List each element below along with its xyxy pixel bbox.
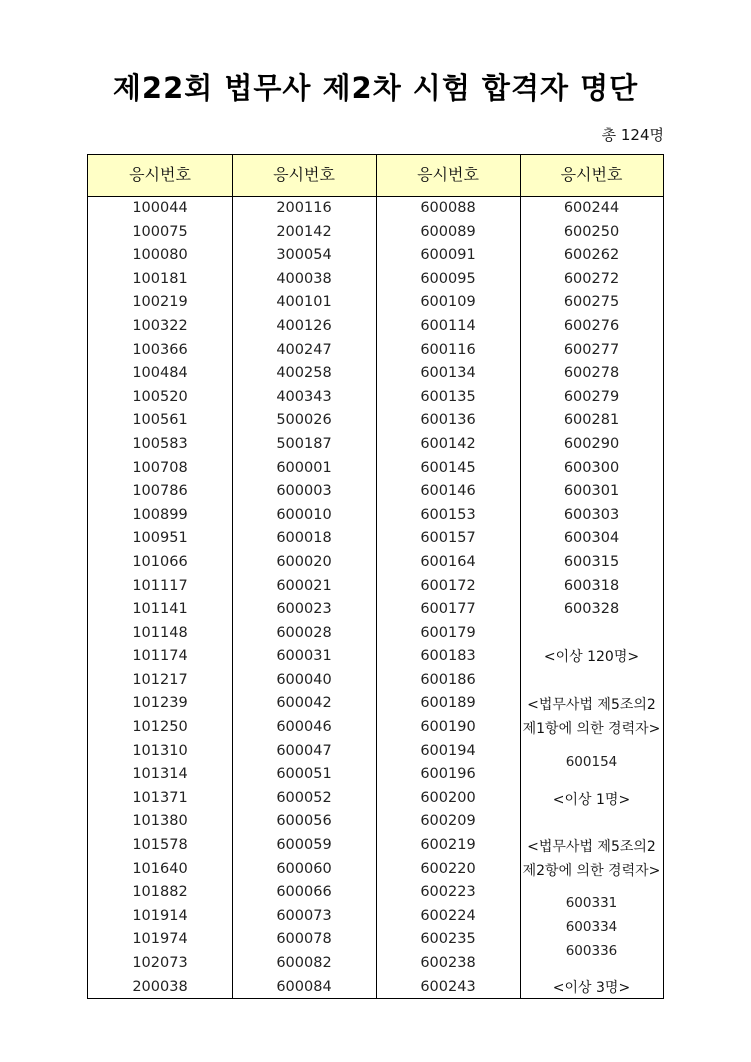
exam-number-cell: 500187	[276, 435, 332, 452]
exam-number-cell: 600109	[420, 294, 476, 311]
header-exam-number-4: 응시번호	[560, 165, 623, 184]
column-1	[88, 197, 232, 999]
group2-number: 600331	[565, 895, 618, 911]
exam-number-cell: 101314	[132, 766, 188, 783]
subtotal-120: <이상 120명>	[543, 649, 640, 665]
exam-number-cell: 101217	[132, 671, 188, 688]
exam-number-cell: 600116	[420, 341, 476, 358]
exam-number-cell: 600304	[563, 530, 620, 547]
exam-number-cell: 600157	[420, 530, 476, 547]
exam-number-cell: 600279	[563, 388, 620, 405]
exam-number-cell: 100080	[132, 247, 188, 264]
exam-number-cell: 600020	[276, 553, 332, 570]
exam-number-cell: 600272	[563, 270, 620, 287]
exam-number-cell: 600059	[276, 837, 332, 854]
exam-number-cell: 100899	[132, 506, 188, 523]
exam-number-cell: 600281	[563, 412, 620, 429]
exam-number-cell: 600001	[276, 459, 332, 476]
header-exam-number-2: 응시번호	[273, 165, 335, 184]
exam-number-cell: 600010	[276, 506, 332, 523]
exam-number-cell: 600277	[563, 341, 620, 358]
exam-number-cell: 600142	[420, 435, 476, 452]
header-exam-number-1: 응시번호	[129, 165, 191, 184]
exam-number-cell: 600136	[420, 412, 476, 429]
exam-number-cell: 101371	[132, 789, 188, 806]
exam-number-cell: 400101	[276, 294, 332, 311]
exam-number-cell: 600238	[420, 955, 476, 971]
group2-heading-line1: <법무사법 제5조의2	[527, 839, 656, 855]
exam-number-cell: 600318	[563, 577, 620, 594]
exam-number-cell: 100708	[132, 459, 188, 476]
exam-number-cell: 101310	[132, 742, 188, 759]
exam-number-cell: 400126	[276, 317, 332, 334]
exam-number-cell: 500026	[276, 412, 332, 429]
group1-number: 600154	[565, 754, 618, 770]
exam-number-cell: 600209	[420, 813, 476, 830]
exam-number-cell: 101250	[132, 719, 188, 736]
exam-number-cell: 100951	[132, 530, 188, 547]
total-count: 총 124명	[601, 126, 664, 144]
exam-number-cell: 600183	[420, 648, 476, 665]
column-2	[232, 197, 376, 999]
exam-number-cell: 101066	[132, 553, 188, 570]
exam-number-cell: 600315	[563, 553, 620, 570]
exam-number-cell: 600172	[420, 577, 476, 594]
exam-number-cell: 600089	[420, 223, 476, 240]
exam-number-cell: 100219	[132, 294, 188, 311]
exam-number-cell: 101117	[132, 577, 188, 594]
exam-number-cell: 600018	[276, 530, 332, 547]
exam-number-cell: 600145	[420, 459, 476, 476]
column-4	[520, 197, 663, 622]
exam-number-cell: 101882	[132, 884, 188, 901]
group2-number: 600334	[565, 919, 618, 935]
exam-number-cell: 600042	[276, 695, 332, 712]
subtotal-3: <이상 3명>	[552, 980, 631, 996]
exam-number-cell: 101974	[132, 931, 188, 948]
exam-number-cell: 600290	[563, 435, 620, 452]
exam-number-cell: 100583	[132, 435, 188, 452]
column-3	[376, 197, 520, 999]
group2-heading-line2: 제2항에 의한 경력자>	[522, 863, 661, 879]
exam-number-cell: 600031	[276, 648, 332, 665]
exam-number-cell: 600046	[276, 719, 332, 736]
exam-number-cell: 100484	[132, 365, 188, 382]
exam-number-cell: 100075	[132, 223, 188, 240]
exam-number-cell: 600088	[420, 200, 476, 216]
exam-number-cell: 600084	[276, 978, 332, 995]
exam-number-cell: 600243	[420, 978, 476, 995]
exam-number-cell: 101239	[132, 695, 188, 712]
exam-number-cell: 600224	[420, 907, 476, 924]
exam-number-cell: 102073	[132, 955, 188, 971]
exam-number-cell: 600194	[420, 742, 476, 759]
exam-number-cell: 600300	[563, 459, 620, 476]
exam-number-cell: 101914	[132, 907, 188, 924]
exam-number-cell: 101578	[132, 837, 188, 854]
exam-number-cell: 600275	[563, 294, 620, 311]
exam-number-cell: 600047	[276, 742, 332, 759]
exam-number-cell: 101640	[132, 860, 188, 877]
exam-number-cell: 100520	[132, 388, 188, 405]
exam-number-cell: 600023	[276, 601, 332, 618]
exam-number-cell: 600056	[276, 813, 332, 830]
page-title: 제22회 법무사 제2차 시험 합격자 명단	[112, 71, 639, 105]
exam-number-cell: 600060	[276, 860, 332, 877]
exam-number-cell: 600052	[276, 789, 332, 806]
exam-number-cell: 600134	[420, 365, 476, 382]
exam-number-cell: 600186	[420, 671, 476, 688]
exam-number-cell: 600328	[563, 601, 620, 618]
exam-number-cell: 600190	[420, 719, 476, 736]
exam-number-cell: 600135	[420, 388, 476, 405]
exam-number-cell: 100366	[132, 341, 188, 358]
exam-number-cell: 600095	[420, 270, 476, 287]
exam-number-cell: 600244	[563, 200, 620, 216]
exam-number-cell: 600276	[563, 317, 620, 334]
exam-number-cell: 600220	[420, 860, 476, 877]
exam-number-cell: 600028	[276, 624, 332, 641]
exam-number-cell: 600278	[563, 365, 620, 382]
exam-number-cell: 600196	[420, 766, 476, 783]
exam-number-cell: 600301	[563, 483, 620, 500]
exam-number-cell: 100786	[132, 483, 188, 500]
exam-number-cell: 600223	[420, 884, 476, 901]
exam-number-cell: 600003	[276, 483, 332, 500]
results-table	[87, 154, 664, 999]
exam-number-cell: 600177	[420, 601, 476, 618]
exam-number-cell: 600051	[276, 766, 332, 783]
exam-number-cell: 600091	[420, 247, 476, 264]
exam-number-cell: 600219	[420, 837, 476, 854]
exam-number-cell: 600235	[420, 931, 476, 948]
group1-heading-line2: 제1항에 의한 경력자>	[522, 721, 661, 737]
exam-number-cell: 600164	[420, 553, 476, 570]
exam-number-cell: 600189	[420, 695, 476, 712]
exam-number-cell: 101148	[132, 624, 188, 641]
subtotal-1: <이상 1명>	[552, 792, 631, 808]
exam-number-cell: 100561	[132, 412, 188, 429]
exam-number-cell: 600179	[420, 624, 476, 641]
exam-number-cell: 101174	[132, 648, 188, 665]
exam-number-cell: 101141	[132, 601, 188, 618]
exam-number-cell: 600066	[276, 884, 332, 901]
exam-number-cell: 100044	[132, 200, 188, 216]
group1-heading-line1: <법무사법 제5조의2	[527, 697, 656, 713]
exam-number-cell: 600153	[420, 506, 476, 523]
exam-number-cell: 600078	[276, 931, 332, 948]
group2-number: 600336	[565, 943, 618, 959]
exam-number-cell: 400038	[276, 270, 332, 287]
exam-number-cell: 100181	[132, 270, 188, 287]
exam-number-cell: 600021	[276, 577, 332, 594]
exam-number-cell: 600262	[563, 247, 620, 264]
exam-number-cell: 200116	[276, 200, 332, 216]
exam-number-cell: 100322	[132, 317, 188, 334]
exam-number-cell: 400343	[276, 388, 332, 405]
exam-number-cell: 600073	[276, 907, 332, 924]
exam-number-cell: 300054	[276, 247, 332, 264]
exam-number-cell: 600146	[420, 483, 476, 500]
exam-number-cell: 600082	[276, 955, 332, 971]
exam-number-cell: 600114	[420, 317, 476, 334]
exam-number-cell: 101380	[132, 813, 188, 830]
exam-number-cell: 600303	[563, 506, 620, 523]
exam-number-cell: 600200	[420, 789, 476, 806]
exam-number-cell: 600040	[276, 671, 332, 688]
exam-number-cell: 200142	[276, 223, 332, 240]
exam-number-cell: 400258	[276, 365, 332, 382]
exam-number-cell: 200038	[132, 978, 188, 995]
exam-number-cell: 600250	[563, 223, 620, 240]
exam-number-cell: 400247	[276, 341, 332, 358]
header-exam-number-3: 응시번호	[417, 165, 479, 184]
